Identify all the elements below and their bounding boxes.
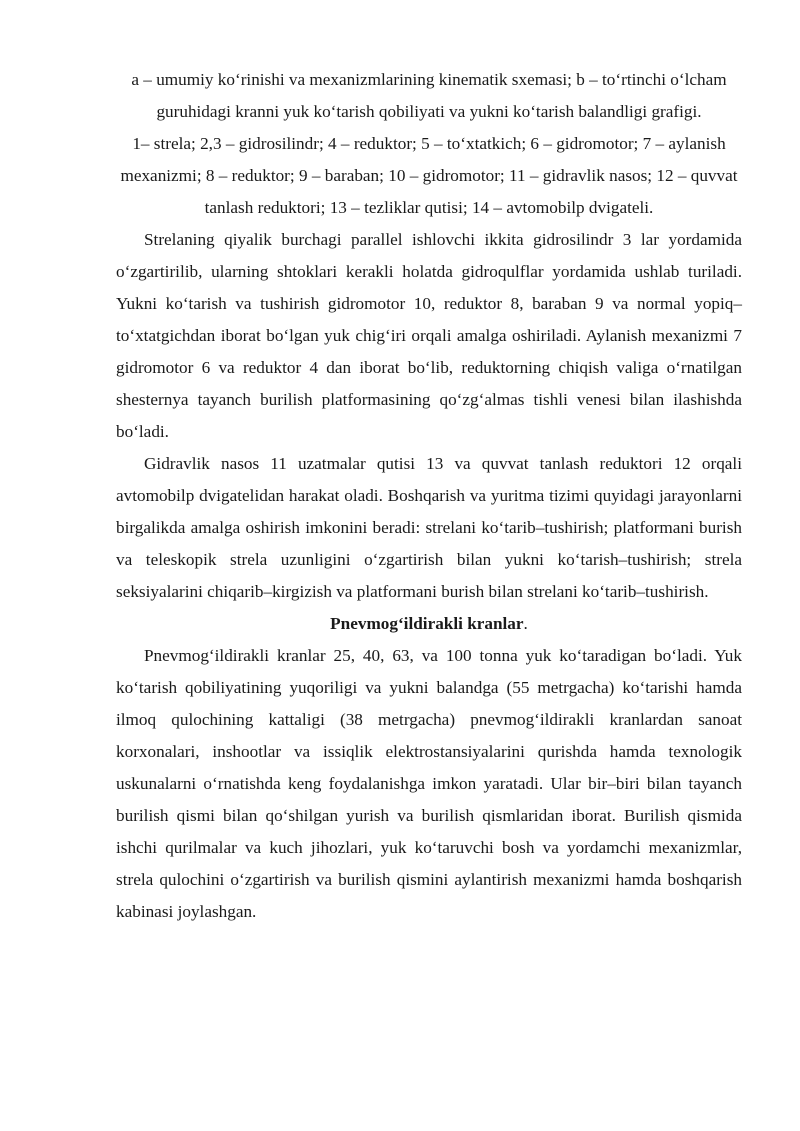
paragraph-hydraulic-pump: Gidravlik nasos 11 uzatmalar qutisi 13 va quvvat tanlash reduktori 12 orqali avtomobilp dvigatelidan harakat oladi. Boshqarish va yuritma tizimi quyidagi jarayonlarni birgalikda amalga oshirish imkonini beradi: strelani ko‘tarib–tushirish; platformani burish va teleskopik strela uzunligini o‘zgartirish bilan yukni ko‘tarish–tushirish; strela seksiyalarini chiqarib–kirgizish va platformani burish bilan strelani ko‘tarib–tushirish.: [116, 454, 742, 601]
figure-caption-parts: a – umumiy ko‘rinishi va mexanizmlarining kinematik sxemasi; b – to‘rtinchi o‘lcham guruhidagi kranni yuk ko‘tarish qobiliyati va yukni ko‘tarish balandligi grafigi.: [131, 70, 727, 121]
section-heading: [116, 608, 742, 640]
paragraph-strela-mechanism: Strelaning qiyalik burchagi parallel ishlovchi ikkita gidrosilindr 3 lar yordamida o‘zgartirilib, ularning shtoklari kerakli holatda gidroqulflar yordamida ushlab turiladi. Yukni ko‘tarish va tushirish gidromotor 10, reduktor 8, baraban 9 va normal yopiq–to‘xtatgichdan iborat bo‘lgan yuk chig‘iri orqali amalga oshiriladi. Aylanish mexanizmi 7 gidromotor 6 va reduktor 4 dan iborat bo‘lib, reduktorning chiqish valiga o‘rnatilgan shesternya tayanch burilish platformasining qo‘zg‘almas tishli venesi bilan ilashishda bo‘ladi.: [116, 230, 742, 441]
paragraph-pneumatic-cranes: Pnevmog‘ildirakli kranlar 25, 40, 63, va 100 tonna yuk ko‘taradigan bo‘ladi. Yuk ko‘tarish qobiliyatining yuqoriligi va yukni balandga (55 metrgacha) ko‘tarishi hamda ilmoq qulochining kattaligi (38 metrgacha) pnevmog‘ildirakli kranlardan sanoat korxonalari, inshootlar va issiqlik elektrostansiyalarini qurishda hamda texnologik uskunalarni o‘rnatishda keng foydalanishga imkon yaratadi. Ular bir–biri bilan tayanch burilish qismi bilan qo‘shilgan yurish va burilish qismlaridan iborat. Burilish qismida ishchi qurilmalar va kuch jihozlari, yuk ko‘taruvchi bosh va yordamchi mexanizmlar, strela qulochini o‘zgartirish va burilish qismini aylantirish mexanizmi hamda boshqarish kabinasi joylashgan.: [116, 646, 742, 921]
figure-caption-legend: 1– strela; 2,3 – gidrosilindr; 4 – reduktor; 5 – to‘xtatkich; 6 – gidromotor; 7 – aylanish mexanizmi; 8 – reduktor; 9 – baraban; 10 – gidromotor; 11 – gidravlik nasos; 12 – quvvat tanlash reduktori; 13 – tezliklar qutisi; 14 – avtomobilp dvigateli.: [120, 134, 738, 217]
section-heading-title: Pnevmog‘ildirakli kranlar: [330, 614, 524, 633]
section-heading-period: .: [523, 614, 528, 633]
document-body: [116, 64, 742, 928]
